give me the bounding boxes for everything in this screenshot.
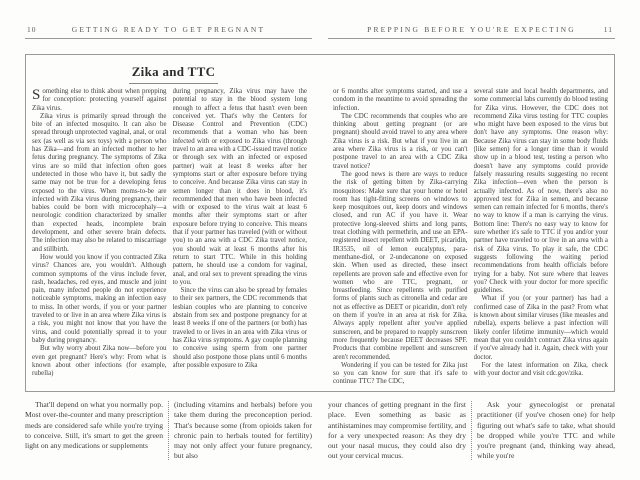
- paragraph: [32, 88, 167, 113]
- paragraph: But why worry about Zika now—before you even get pregnant? Here's why: From what is known about other infections (for example, rubella): [32, 345, 167, 378]
- paragraph: (including vitamins and herbals) before you take them during the preconception period. That's because some (from opioids taken for chronic pain to herbals touted for fertility) may not only affect your future pregnancy, but also: [174, 400, 312, 461]
- paragraph: The good news is there are ways to reduce the risk of getting bitten by Zika-carrying mosquitoes: Make sure that your home or hotel room has tight-fitting screens on windows to keep mosquitoes out, keep doors and windows closed, and run AC if you have it. Wear protective long-sleeved shirts and long pants, treat clothing with permethrin, and use an EPA-registered insect repellent with DEET, picaridin, IR3535, oil of lemon eucalyptus, para-menthane-diol, or 2-undecanone on exposed skin. When used as directed, these insect repellents are proven safe and effective even for women who are TTC, pregnant, or breastfeeding. Since repellents with purified forms of plants such as citronella and cedar are not as effective as DEET or picaridin, don't rely on them if you're in an area at risk for Zika. Always apply repellent after you've applied sunscreen, and be prepared to reapply sunscreen more frequently because DEET decreases SPF. Products that combine repellent and sunscreen aren't recommended.: [333, 170, 468, 361]
- left-page-number: 10: [27, 25, 37, 34]
- sidebar-column-4: [474, 88, 609, 386]
- left-page-header: [25, 24, 312, 39]
- sidebar-title-wrap: [26, 63, 321, 84]
- paragraph: or 6 months after symptoms started, and use a condom in the meantime to avoid spreading the infection.: [333, 88, 468, 112]
- paragraph: That'll depend on what you normally pop. Most over-the-counter and many prescription meds are considered safe while you're trying to conceive. Still, it's smart to get the green light on any medications or supplements: [25, 400, 163, 451]
- paragraph: Wondering if you can be tested for Zika just so you can know for sure that it's safe to continue TTC? The CDC,: [333, 361, 468, 386]
- right-body-column-2: [477, 400, 615, 464]
- left-running-head: GETTING READY TO GET PREGNANT: [71, 25, 266, 34]
- sidebar-column-3: [333, 88, 468, 386]
- sidebar-column-1: [32, 88, 167, 386]
- left-body-column-2: [174, 400, 312, 464]
- paragraph: during pregnancy, Zika virus may have the potential to stay in the blood system long enough to affect a fetus that hasn't even been conceived yet. That's why the Centers for Disease Control and Prevention (CDC) recommends that a woman who has been infected with or exposed to Zika virus (through travel to an area with a CDC-issued travel notice or through sex with an infected or exposed partner) wait at least 8 weeks after her symptoms start or after exposure before trying to conceive. And because Zika virus can stay in semen longer than it does in blood, it's recommended that men who have been infected with or exposed to the virus wait at least 6 months after their symptoms start or after exposure before trying to conceive. This means that if your partner has traveled (with or without you) to an area with a CDC Zika travel notice, you should wait at least 6 months after his return to start TTC. While in this holding pattern, he should use a condom for vaginal, anal, and oral sex to prevent spreading the virus to you.: [172, 88, 307, 286]
- paragraph: several state and local health departments, and some commercial labs currently do blood testing for Zika virus. However, the CDC does not recommend Zika virus testing for TTC couples who might have been exposed to the virus but don't have any symptoms. One reason why: Because Zika virus can stay in some body fluids (like semen) for a longer time than it would show up in a blood test, testing a person who doesn't have any symptoms could provide falsely reassuring results suggesting no recent Zika infection—even when the person is actually infected. As of now, there's also no approved test for Zika in semen, and because semen can remain infected for 6 months, there's no way to know if a man is carrying the virus. Bottom line: There's no easy way to know for sure whether it's safe to TTC if you and/or your partner have traveled to or live in an area with a risk of Zika virus. To play it safe, the CDC suggests following the waiting period recommendations from health officials before trying for a baby. Not sure where that leaves you? Check with your doctor for more specific guidelines.: [473, 88, 608, 295]
- column-divider: [168, 401, 169, 460]
- right-page-body: [328, 400, 615, 464]
- left-page-body: [25, 400, 312, 464]
- body-text-row: [0, 400, 640, 464]
- paragraph: your chances of getting pregnant in the first place. Even something as basic as antihistamines may compromise fertility, and for a very unexpected reason: As they dry out your nasal mucus, they could also dry out your cervical mucus.: [328, 400, 466, 461]
- paragraph: The CDC recommends that couples who are thinking about getting pregnant (or are pregnant) should avoid travel to any area where Zika virus is a risk. But what if you live in an area where Zika virus is a risk, or you can't postpone travel to an area with a CDC Zika travel notice?: [333, 112, 468, 170]
- paragraph: How would you know if you contracted Zika virus? Chances are, you wouldn't. Although common symptoms of the virus include fever, rash, headaches, red eyes, and muscle and joint pain, many infected people do not experience noticeable symptoms, making an infection easy to miss. In other words, if you or your partner traveled to or live in an area where Zika virus is a risk, you might not know that you have the virus, and could potentially spread it to your baby during pregnancy.: [32, 253, 167, 344]
- drop-cap: S: [32, 88, 41, 103]
- paragraph-text: omething else to think about when prepping for conception: protecting yourself against Zika virus.: [32, 88, 167, 112]
- paragraph: Ask your gynecologist or prenatal practitioner (if you've chosen one) for help figuring out what's safe to take, what should be dropped while you're TTC and while you're pregnant (and, thinking way ahead, while you're: [477, 400, 615, 461]
- right-page-number: 11: [603, 25, 613, 34]
- right-running-head: PREPPING BEFORE YOU'RE EXPECTING: [367, 25, 576, 34]
- left-body-column-1: [25, 400, 163, 464]
- sidebar-column-2: [173, 88, 308, 386]
- paragraph: Since the virus can also be spread by females to their sex partners, the CDC recommends that lesbian couples who are planning to conceive abstain from sex and postpone pregnancy for at least 8 weeks if one of the partners (or both) has traveled to or lives in an area with Zika virus or has Zika virus symptoms. A gay couple planning to conceive using sperm from one partner should also postpone those plans until 6 months after possible exposure to Zika: [172, 287, 307, 369]
- paragraph: What if you (or your partner) has had a confirmed case of Zika in the past? From what is known about similar viruses (like measles and rubella), experts believe a past infection will likely confer lifetime immunity—which would mean that you couldn't contract Zika virus again if you've already had it. Again, check with your doctor.: [473, 295, 608, 361]
- sidebar-title: Zika and TTC: [129, 64, 219, 84]
- sidebar-columns: [32, 88, 608, 386]
- right-body-column-1: [328, 400, 466, 464]
- right-page-header: [328, 24, 615, 39]
- running-head-row: [0, 24, 640, 39]
- paragraph: Zika virus is primarily spread through the bite of an infected mosquito. It can also be spread through unprotected vaginal, anal, or oral sex (as well as via sex toys) with a person who has Zika—and from an infected mother to her fetus during pregnancy. The symptoms of Zika virus are so mild that infection often goes undetected in those who have it, but sadly the same may not be true for a developing fetus exposed to the virus. When moms-to-be are infected with Zika virus during pregnancy, their babies could be born with microcephaly—a neurologic condition characterized by smaller than expected heads, incomplete brain development, and other severe brain defects. The infection may also be related to miscarriage and stillbirth.: [32, 112, 167, 253]
- column-divider: [471, 401, 472, 460]
- paragraph: For the latest information on Zika, check with your doctor and visit cdc.gov/zika.: [473, 361, 608, 378]
- zika-sidebar-box: [25, 54, 615, 392]
